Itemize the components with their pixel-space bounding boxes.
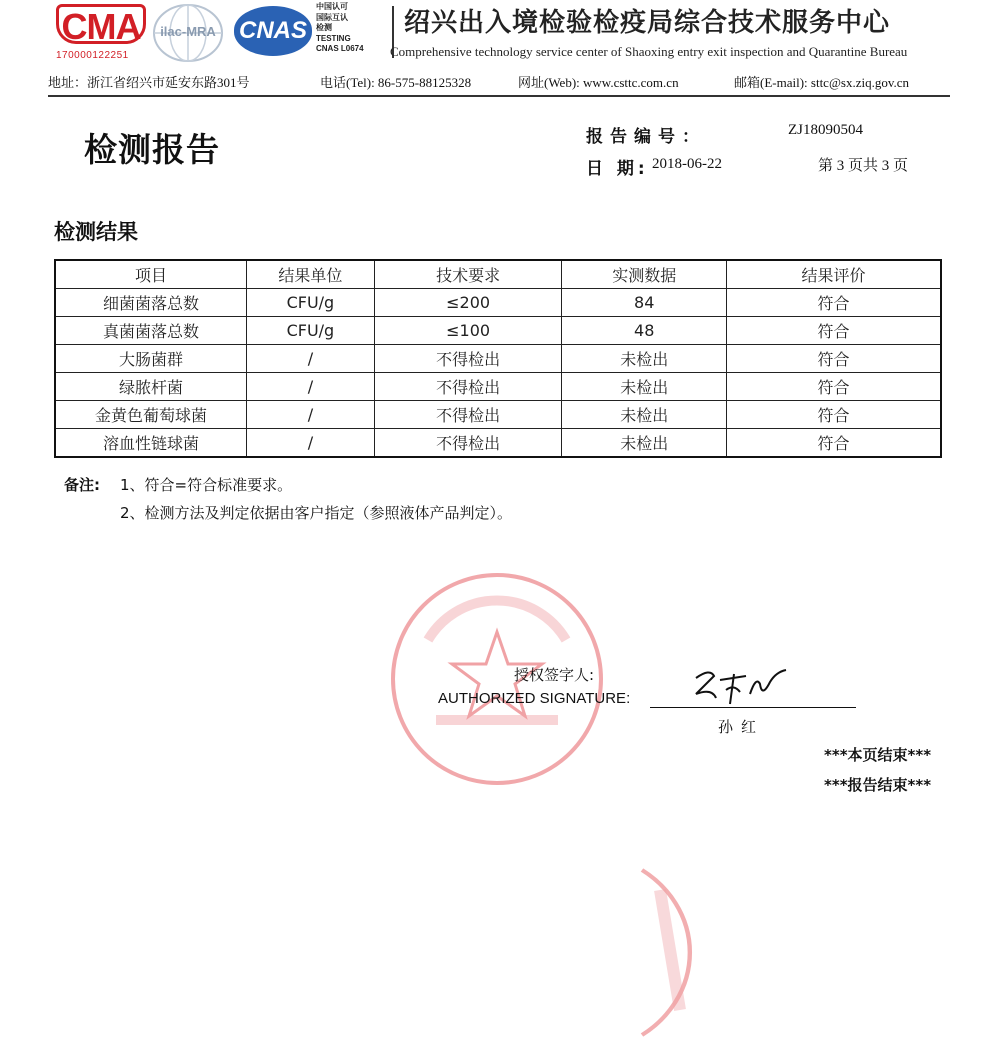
table-cell: / — [247, 429, 375, 458]
report-date: 2018-06-22 — [652, 156, 722, 172]
cnas-accreditation-text — [316, 2, 390, 55]
contact-line — [48, 72, 948, 94]
email-text: 邮箱(E-mail): sttc@sx.ziq.gov.cn — [734, 75, 910, 90]
organization-name-cn: 绍兴出入境检验检疫局综合技术服务中心 — [404, 8, 891, 38]
table-cell: 符合 — [727, 401, 941, 429]
note-item: 1、符合=符合标准要求。 — [120, 476, 293, 494]
table-cell: 金黄色葡萄球菌 — [55, 401, 247, 429]
table-cell: 真菌菌落总数 — [55, 317, 247, 345]
website-text: 网址(Web): www.csttc.com.cn — [518, 75, 679, 90]
cnas-side-line: TESTING — [316, 33, 351, 43]
ilac-label: ilac-MRA — [160, 24, 216, 39]
table-header-row — [55, 260, 941, 289]
column-header: 项目 — [55, 260, 247, 289]
table-cell: 细菌菌落总数 — [55, 289, 247, 317]
table-cell: / — [247, 345, 375, 373]
partial-seal — [640, 860, 760, 1040]
handwritten-signature — [690, 664, 800, 708]
table-cell: CFU/g — [247, 317, 375, 345]
table-cell: 符合 — [727, 373, 941, 401]
report-date-label: 日 期: — [586, 159, 649, 179]
notes-label: 备注: — [64, 476, 100, 494]
report-number: ZJ18090504 — [788, 122, 863, 138]
results-table — [54, 259, 942, 458]
page-end-marker: ***本页结束*** — [824, 746, 932, 764]
table-cell: 溶血性链球菌 — [55, 429, 247, 458]
table-cell: 符合 — [727, 429, 941, 458]
table-cell: 不得检出 — [374, 401, 562, 429]
cnas-side-line: 国际互认 — [316, 12, 348, 22]
column-header: 实测数据 — [562, 260, 727, 289]
table-cell: 大肠菌群 — [55, 345, 247, 373]
signer-name: 孙红 — [718, 718, 765, 736]
ilac-mra-logo — [150, 2, 226, 64]
table-cell: / — [247, 373, 375, 401]
table-cell: / — [247, 401, 375, 429]
report-end-marker: ***报告结束*** — [824, 776, 932, 794]
table-cell: CFU/g — [247, 289, 375, 317]
table-cell: ≤100 — [374, 317, 562, 345]
column-header: 结果单位 — [247, 260, 375, 289]
table-cell: 符合 — [727, 317, 941, 345]
cma-logo-text: CMA — [56, 4, 146, 44]
table-row — [55, 401, 941, 429]
table-cell: 未检出 — [562, 429, 727, 458]
authorized-signer-label-cn: 授权签字人: — [514, 666, 595, 684]
table-row — [55, 345, 941, 373]
table-cell: 不得检出 — [374, 345, 562, 373]
cma-logo — [56, 4, 146, 60]
phone-text: 电话(Tel): 86-575-88125328 — [320, 75, 472, 90]
column-header: 结果评价 — [727, 260, 941, 289]
cnas-side-line: 中国认可 — [316, 2, 348, 11]
cma-number: 170000122251 — [56, 50, 129, 61]
table-cell: 符合 — [727, 345, 941, 373]
table-cell: 84 — [562, 289, 727, 317]
table-cell: 未检出 — [562, 401, 727, 429]
column-header: 技术要求 — [374, 260, 562, 289]
table-cell: 不得检出 — [374, 429, 562, 458]
table-row — [55, 317, 941, 345]
cnas-side-line: CNAS L0674 — [316, 44, 364, 54]
table-row — [55, 373, 941, 401]
table-cell: 未检出 — [562, 345, 727, 373]
cnas-side-line: 检测 — [316, 23, 332, 33]
address-text: 地址：浙江省绍兴市延安东路301号 — [48, 75, 250, 90]
authorized-signer-label-en: AUTHORIZED SIGNATURE: — [438, 690, 631, 707]
page-indicator: 第 3 页共 3 页 — [818, 158, 909, 174]
table-cell: 符合 — [727, 289, 941, 317]
note-item: 2、检测方法及判定依据由客户指定（参照液体产品判定）。 — [120, 504, 513, 522]
table-cell: 未检出 — [562, 373, 727, 401]
section-title: 检测结果 — [54, 220, 138, 244]
cnas-logo: CNAS — [234, 6, 312, 56]
table-cell: 不得检出 — [374, 373, 562, 401]
table-row — [55, 429, 941, 458]
report-title: 检测报告 — [84, 130, 220, 169]
report-number-label: 报告编号： — [586, 127, 706, 147]
table-cell: 48 — [562, 317, 727, 345]
table-cell: ≤200 — [374, 289, 562, 317]
table-cell: 绿脓杆菌 — [55, 373, 247, 401]
table-row — [55, 289, 941, 317]
header-rule — [48, 95, 950, 97]
partial-seal-icon — [640, 860, 760, 1040]
organization-name-en: Comprehensive technology service center of Shaoxing entry exit inspection and Quarantine Bureau — [390, 44, 908, 59]
